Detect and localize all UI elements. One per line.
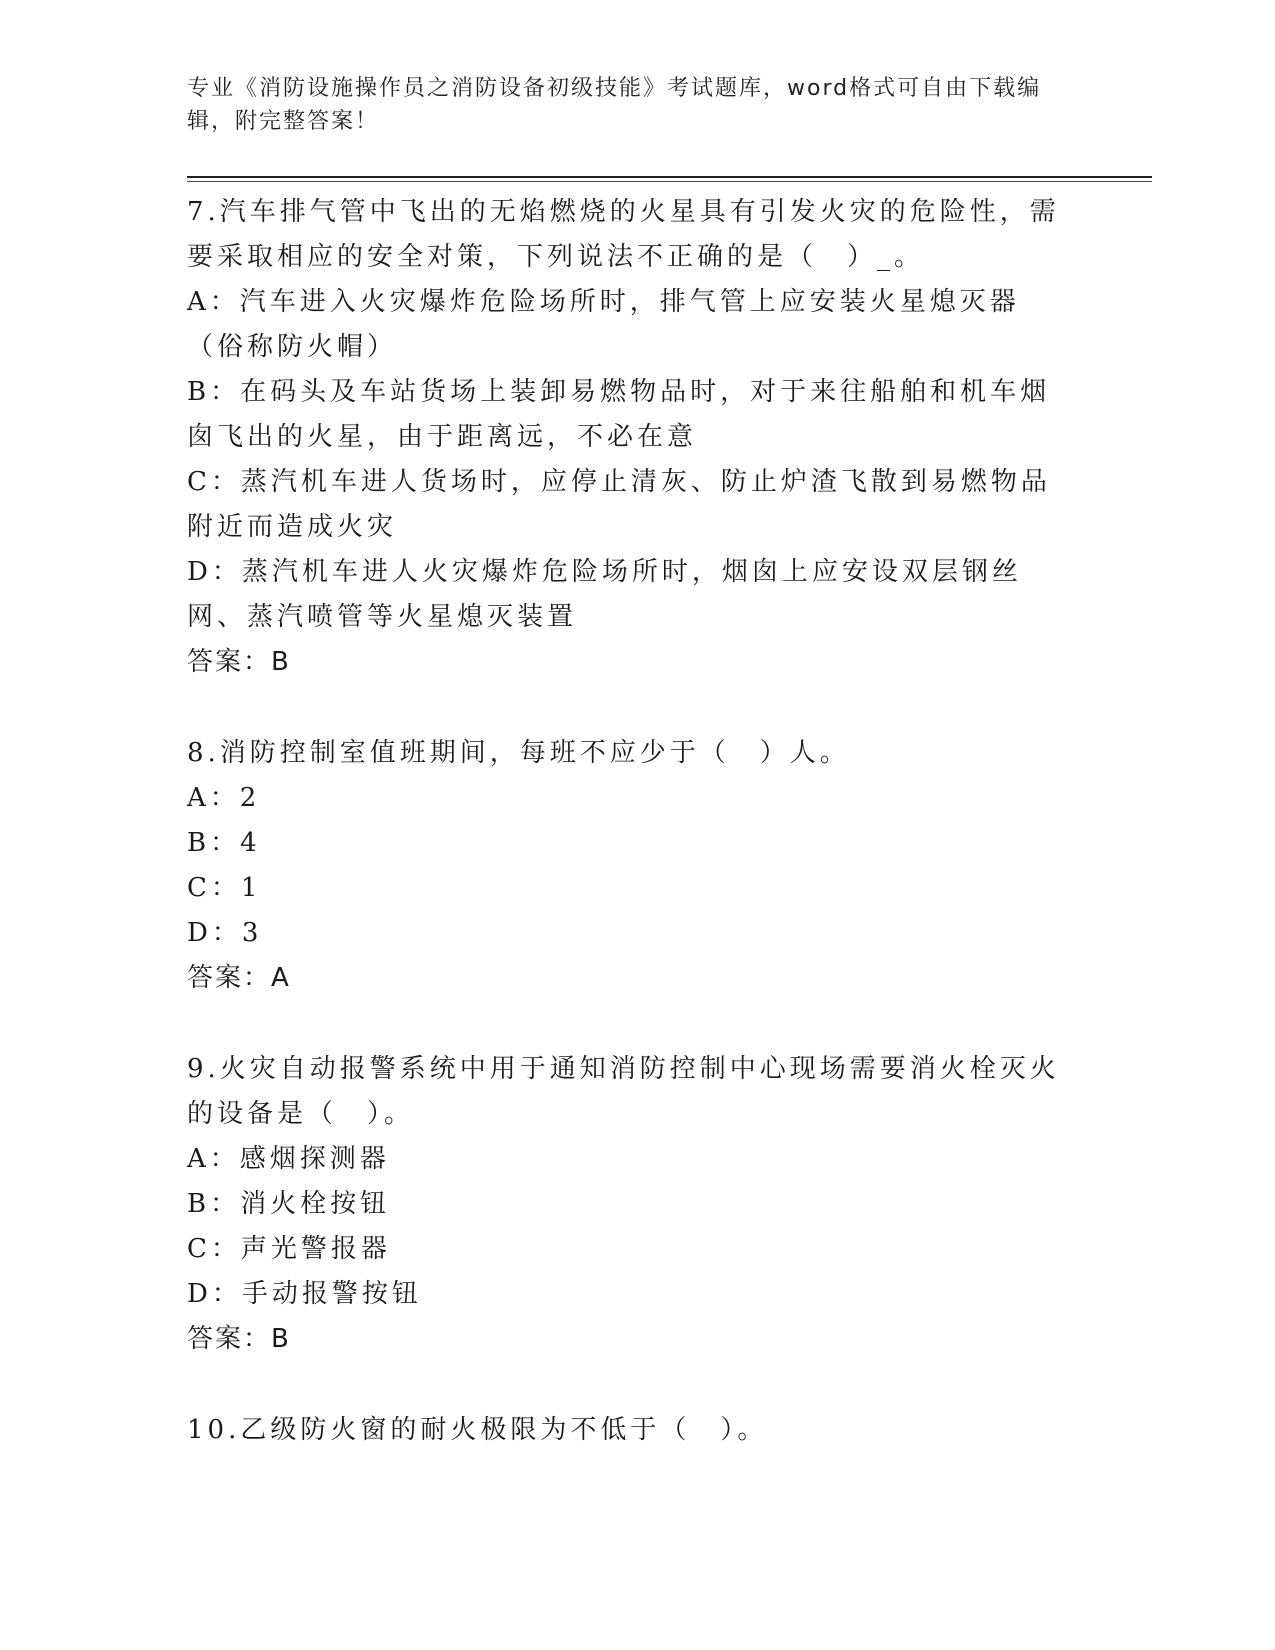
question-stem: 10.乙级防火窗的耐火极限为不低于（ ）。: [187, 1415, 768, 1445]
option-a: A：2: [187, 783, 261, 813]
option-b: B：在码头及车站货场上装卸易燃物品时，对于来往船舶和机车烟囱飞出的火星，由于距离远，不必在意: [187, 377, 1051, 452]
option-d: D：蒸汽机车进人火灾爆炸危险场所时，烟囱上应安设双层钢丝网、蒸汽喷管等火星熄灭装置: [187, 557, 1022, 632]
option-a: A：感烟探测器: [187, 1144, 390, 1174]
option-d: D：手动报警按钮: [187, 1279, 422, 1309]
option-b: B：4: [187, 828, 261, 858]
answer-line: 答案：A: [187, 963, 291, 993]
question-7: [187, 190, 1077, 685]
question-stem: 7.汽车排气管中飞出的无焰燃烧的火星具有引发火灾的危险性，需要采取相应的安全对策，下列说法不正确的是（ ）_。: [187, 197, 1060, 272]
answer-line: 答案：B: [187, 1324, 291, 1354]
question-stem: 8.消防控制室值班期间，每班不应少于（ ）人。: [187, 738, 850, 768]
question-9: [187, 1047, 1077, 1362]
option-b: B：消火栓按钮: [187, 1189, 391, 1219]
option-a: A：汽车进入火灾爆炸危险场所时，排气管上应安装火星熄灭器（俗称防火帽）: [187, 287, 1020, 362]
question-stem: 9.火灾自动报警系统中用于通知消防控制中心现场需要消火栓灭火的设备是（ ）。: [187, 1054, 1060, 1129]
question-10: [187, 1408, 1077, 1453]
question-8: [187, 731, 1077, 1001]
question-list: [187, 190, 1077, 1499]
option-c: C：1: [187, 873, 262, 903]
document-header: 专业《消防设施操作员之消防设备初级技能》考试题库，word格式可自由下载编辑，附完整答案！: [187, 76, 1042, 134]
header-divider-thin: [187, 181, 1152, 182]
option-c: C：声光警报器: [187, 1234, 391, 1264]
answer-line: 答案：B: [187, 647, 291, 677]
option-d: D：3: [187, 918, 263, 948]
option-c: C：蒸汽机车进人货场时，应停止清灰、防止炉渣飞散到易燃物品附近而造成火灾: [187, 467, 1051, 542]
header-divider-thick: [187, 176, 1152, 178]
